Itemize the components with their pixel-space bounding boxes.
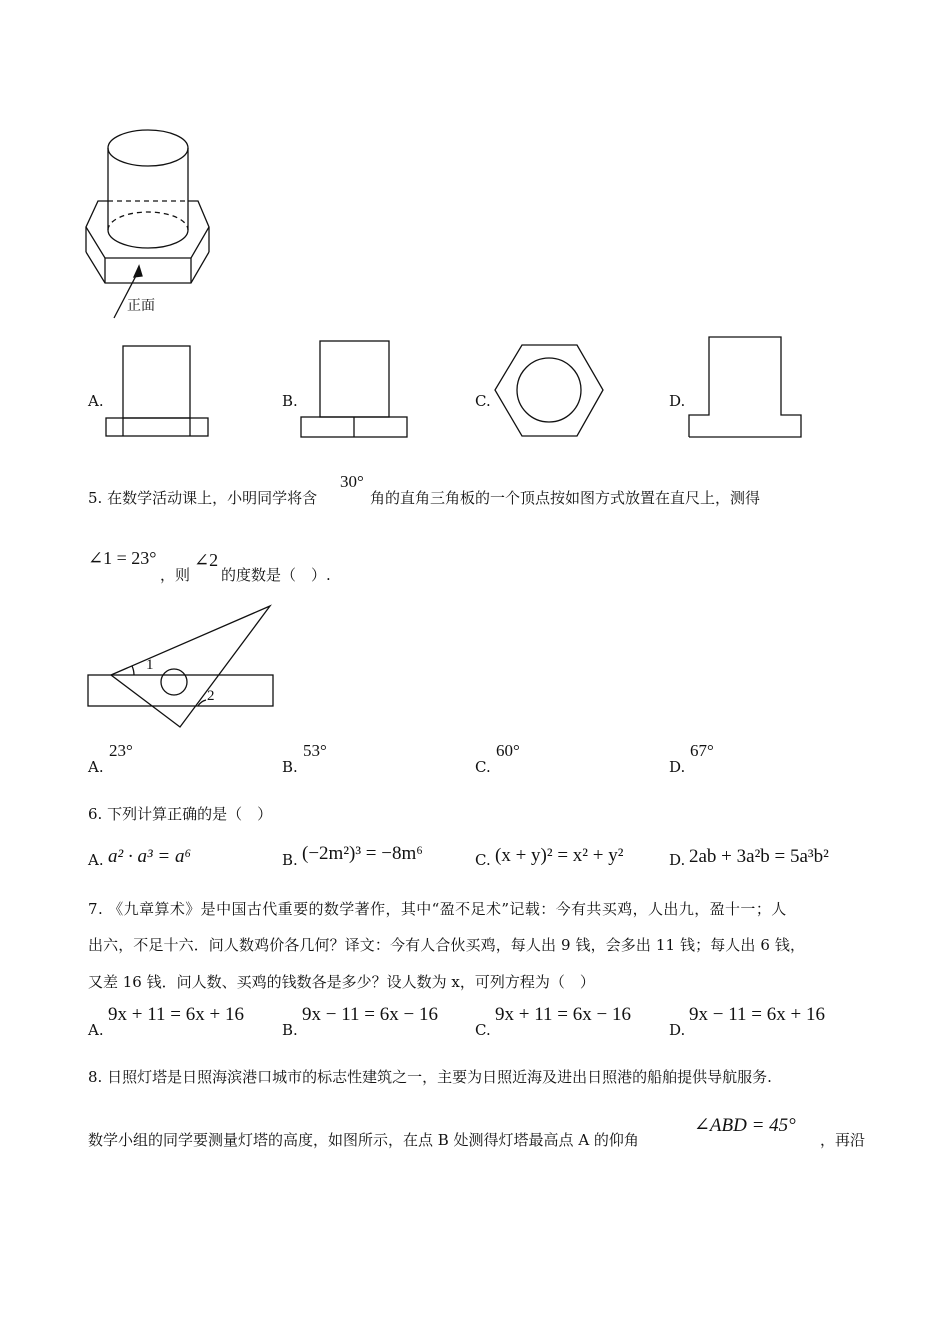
q5-angle1-eq: ∠1 = 23° <box>88 548 157 568</box>
q5-stem-part1: 5. 在数学活动课上，小明同学将含 <box>88 489 318 507</box>
q5-option-d-letter: D. <box>669 758 686 776</box>
ruler <box>88 675 273 706</box>
q4-option-c-label: C. <box>475 392 491 410</box>
q4-option-a-label: A. <box>88 392 104 410</box>
q5-stem-part3: ，则 <box>160 566 191 584</box>
q6-option-c-letter: C. <box>475 851 491 869</box>
q7-line3: 又差 16 钱．问人数、买鸡的钱数各是多少？设人数为 x，可列方程为（ ） <box>88 973 595 991</box>
q6-option-d-expr: 2ab + 3a²b = 5a³b² <box>689 846 829 867</box>
q7-option-b-letter: B. <box>282 1021 298 1039</box>
q8-line1: 8. 日照灯塔是日照海滨港口城市的标志性建筑之一，主要为日照近海及进出日照港的船舶提供导航服务. <box>88 1068 772 1086</box>
q4-option-b-figure <box>301 341 407 437</box>
q5-option-a-letter: A. <box>88 758 104 776</box>
q6-option-b-letter: B. <box>282 851 298 869</box>
q6-option-a-expr: a² · a³ = a⁶ <box>108 846 192 867</box>
q7-option-b-expr: 9x − 11 = 6x − 16 <box>302 1004 438 1025</box>
q6-option-b-expr: (−2m²)³ = −8m⁶ <box>302 843 423 864</box>
q5-fig-label-2: 2 <box>207 688 215 704</box>
q6-option-d-letter: D. <box>669 851 686 869</box>
front-view-label: 正面 <box>127 298 155 314</box>
q5-option-c-value: 60° <box>496 741 520 760</box>
q6-option-c-expr: (x + y)² = x² + y² <box>495 845 624 866</box>
q5-option-c-letter: C. <box>475 758 491 776</box>
q8-line2-part2: ，再沿 <box>820 1131 866 1149</box>
triangle-ruler <box>111 606 270 727</box>
q5-option-d-value: 67° <box>690 741 714 760</box>
q7-option-a-letter: A. <box>88 1021 104 1039</box>
q7-option-d-expr: 9x − 11 = 6x + 16 <box>689 1004 825 1025</box>
q8-line2-part1: 数学小组的同学要测量灯塔的高度，如图所示，在点 B 处测得灯塔最高点 A 的仰角 <box>88 1131 639 1149</box>
q5-angle-30: 30° <box>340 472 364 491</box>
q4-option-a-figure <box>106 346 208 436</box>
cylinder-top <box>108 130 188 166</box>
q5-stem-part4: 的度数是（ ）. <box>221 566 331 584</box>
q6-option-a-letter: A. <box>88 851 104 869</box>
q7-option-c-expr: 9x + 11 = 6x − 16 <box>495 1004 631 1025</box>
q5-angle2: ∠2 <box>194 550 219 570</box>
q4-option-d-label: D. <box>669 392 686 410</box>
q6-stem: 6. 下列计算正确的是（ ） <box>88 805 273 823</box>
triangle-hole <box>161 669 187 695</box>
q5-option-b-letter: B. <box>282 758 298 776</box>
q7-option-c-letter: C. <box>475 1021 491 1039</box>
q8-angle-expr: ∠ABD = 45° <box>694 1115 796 1136</box>
q5-stem-part2: 角的直角三角板的一个顶点按如图方式放置在直尺上，测得 <box>370 489 761 507</box>
q4-option-b-label: B. <box>282 392 298 410</box>
q7-line2: 出六，不足十六．问人数鸡价各几何？译文：今有人合伙买鸡，每人出 9 钱，会多出 11 钱；每人出 6 钱， <box>88 936 806 954</box>
q4-option-c-figure <box>495 345 603 436</box>
q5-fig-label-1: 1 <box>146 657 154 673</box>
q7-line1: 7. 《九章算术》是中国古代重要的数学著作，其中“盈不足术”记载：今有共买鸡，人出九，盈十一；人 <box>88 900 787 918</box>
q5-option-b-value: 53° <box>303 741 327 760</box>
q7-option-d-letter: D. <box>669 1021 686 1039</box>
q7-option-a-expr: 9x + 11 = 6x + 16 <box>108 1004 244 1025</box>
q4-option-d-figure <box>689 337 801 437</box>
q5-option-a-value: 23° <box>109 741 133 760</box>
